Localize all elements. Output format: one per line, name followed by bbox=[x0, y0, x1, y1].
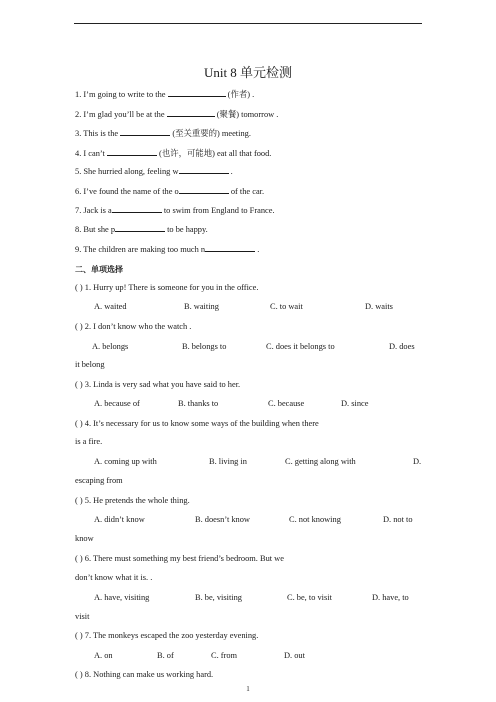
option-b[interactable]: B. living in bbox=[209, 457, 247, 466]
fill-item: 1. I’m going to write to the (作者) . bbox=[75, 90, 255, 99]
option-a[interactable]: A. coming up with bbox=[94, 457, 157, 466]
question-stem: ( ) 7. The monkeys escaped the zoo yesterday evening. bbox=[75, 631, 259, 640]
section-heading: 二、单项选择 bbox=[75, 265, 123, 274]
option-a[interactable]: A. because of bbox=[94, 399, 140, 408]
option-b[interactable]: B. belongs to bbox=[182, 342, 227, 351]
option-b[interactable]: B. thanks to bbox=[178, 399, 219, 408]
option-wrap: know bbox=[75, 534, 94, 543]
option-wrap: it belong bbox=[75, 360, 105, 369]
answer-blank[interactable] bbox=[167, 109, 215, 117]
option-c[interactable]: C. from bbox=[211, 651, 238, 660]
question-stem: ( ) 8. Nothing can make us working hard. bbox=[75, 670, 214, 679]
fill-item: 5. She hurried along, feeling w . bbox=[75, 167, 233, 176]
question-stem: ( ) 4. It’s necessary for us to know some ways of the building when there bbox=[75, 419, 319, 428]
page-title: Unit 8 单元检测 bbox=[203, 65, 293, 80]
option-d[interactable]: D. out bbox=[284, 651, 305, 660]
page-number: 1 bbox=[246, 685, 250, 693]
option-d[interactable]: D. does bbox=[389, 342, 415, 351]
fill-item: 4. I can’t (也许，可能地) eat all that food. bbox=[75, 149, 272, 158]
option-c[interactable]: C. to wait bbox=[270, 302, 303, 311]
option-b[interactable]: B. doesn’t know bbox=[195, 515, 250, 524]
answer-blank[interactable] bbox=[179, 166, 229, 174]
fill-item: 6. I’ve found the name of the o of the car. bbox=[75, 187, 265, 196]
answer-blank[interactable] bbox=[179, 186, 229, 194]
option-wrap: escaping from bbox=[75, 476, 123, 485]
option-c[interactable]: C. getting along with bbox=[285, 457, 356, 466]
option-b[interactable]: B. be, visiting bbox=[195, 593, 242, 602]
option-a[interactable]: A. on bbox=[94, 651, 113, 660]
answer-blank[interactable] bbox=[168, 89, 226, 97]
answer-blank[interactable] bbox=[112, 205, 162, 213]
option-c[interactable]: C. because bbox=[268, 399, 305, 408]
option-d[interactable]: D. waits bbox=[365, 302, 393, 311]
option-b[interactable]: B. of bbox=[157, 651, 174, 660]
option-d[interactable]: D. have, to bbox=[372, 593, 409, 602]
fill-item: 3. This is the (至关重要的) meeting. bbox=[75, 129, 251, 138]
option-d[interactable]: D. not to bbox=[383, 515, 413, 524]
option-wrap: visit bbox=[75, 612, 90, 621]
option-b[interactable]: B. waiting bbox=[184, 302, 219, 311]
option-c[interactable]: C. does it belongs to bbox=[266, 342, 335, 351]
answer-blank[interactable] bbox=[115, 224, 165, 232]
fill-item: 2. I’m glad you’ll be at the (聚餐) tomorrow . bbox=[75, 110, 279, 119]
question-stem: ( ) 1. Hurry up! There is someone for you in the office. bbox=[75, 283, 259, 292]
fill-item: 8. But she p to be happy. bbox=[75, 225, 208, 234]
question-stem: ( ) 2. I don’t know who the watch . bbox=[75, 322, 192, 331]
header-rule bbox=[74, 23, 422, 24]
answer-blank[interactable] bbox=[120, 128, 170, 136]
fill-item: 9. The children are making too much n . bbox=[75, 245, 260, 254]
option-c[interactable]: C. not knowing bbox=[289, 515, 341, 524]
question-stem-wrap: don’t know what it is. . bbox=[75, 573, 153, 582]
question-stem-wrap: is a fire. bbox=[75, 437, 103, 446]
option-a[interactable]: A. waited bbox=[94, 302, 127, 311]
option-a[interactable]: A. didn’t know bbox=[94, 515, 145, 524]
option-d[interactable]: D. bbox=[413, 457, 422, 466]
question-stem: ( ) 3. Linda is very sad what you have said to her. bbox=[75, 380, 241, 389]
option-d[interactable]: D. since bbox=[341, 399, 369, 408]
fill-item: 7. Jack is a to swim from England to France. bbox=[75, 206, 275, 215]
question-stem: ( ) 6. There must something my best friend’s bedroom. But we bbox=[75, 554, 284, 563]
question-stem: ( ) 5. He pretends the whole thing. bbox=[75, 496, 190, 505]
option-a[interactable]: A. have, visiting bbox=[94, 593, 150, 602]
option-c[interactable]: C. be, to visit bbox=[287, 593, 332, 602]
option-a[interactable]: A. belongs bbox=[92, 342, 129, 351]
answer-blank[interactable] bbox=[205, 244, 255, 252]
answer-blank[interactable] bbox=[107, 148, 157, 156]
